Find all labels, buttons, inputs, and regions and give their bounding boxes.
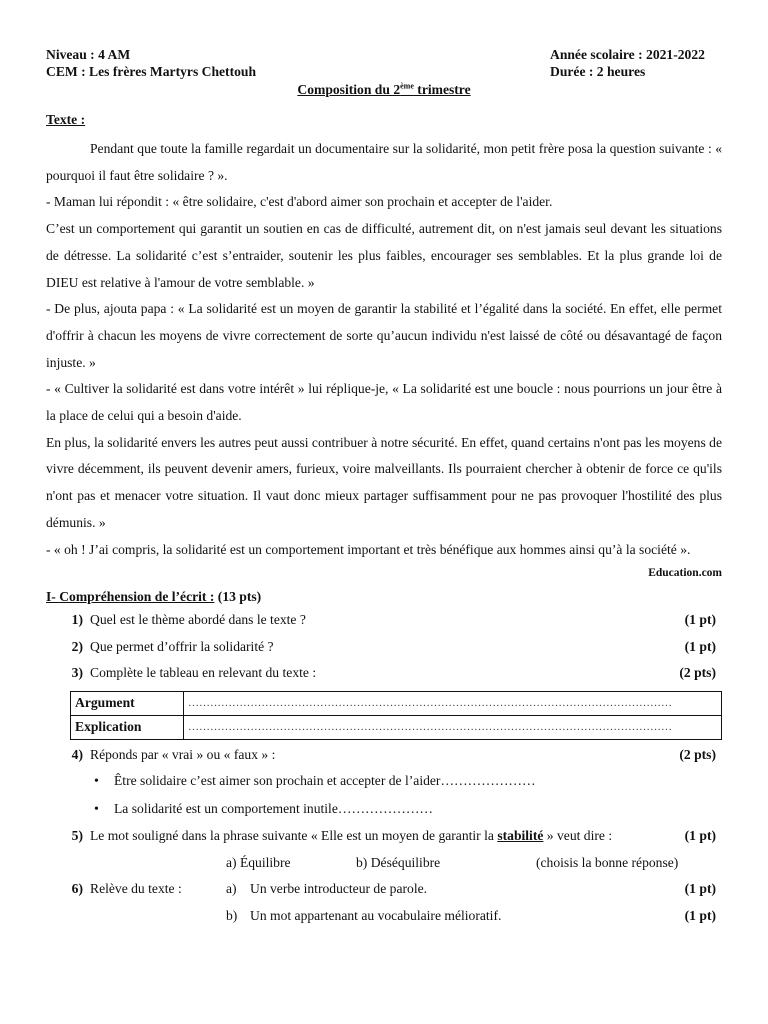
question-points: (1 pt): [684, 612, 716, 628]
explanation-label: Explication: [71, 715, 184, 739]
text-paragraph: - « oh ! J’ai compris, la solidarité est un comportement important et très bénéfique aux hommes ainsi qu’à la société ».: [46, 541, 691, 557]
question-3: [46, 660, 722, 687]
question-text: Que permet d’offrir la solidarité ?: [90, 638, 274, 654]
question-text-after: » veut dire :: [543, 828, 613, 844]
question-number: 3): [71, 665, 83, 681]
question-number: 2): [71, 638, 83, 654]
part1-points: (13 pts): [214, 589, 262, 605]
list-item: [46, 796, 722, 824]
part1-title: I- Compréhension de l’écrit :: [46, 589, 215, 605]
question-number: 4): [71, 746, 83, 762]
option-a[interactable]: a) Équilibre: [226, 854, 291, 870]
question-points: (1 pt): [684, 828, 716, 844]
bullet-icon: •: [94, 801, 99, 817]
question-text: Complète le tableau en relevant du texte :: [90, 665, 317, 681]
sub-question-letter: a): [226, 881, 237, 897]
question-5-options: [46, 850, 722, 877]
text-body: [46, 136, 722, 563]
list-item: [46, 768, 722, 796]
question-text: Quel est le thème abordé dans le texte ?: [90, 612, 306, 628]
level-label: Niveau : 4 AM: [46, 47, 131, 62]
question-text: Réponds par « vrai » ou « faux » :: [90, 746, 276, 762]
title-superscript: ème: [400, 81, 414, 91]
text-paragraph: - De plus, ajouta papa : « La solidarité est un moyen de garantir la stabilité et l’égalité dans la société. En effet, elle permet d'offrir à chacun les moyens de vivre correctement de sorte qu’aucun individu n'est laissé de côté ou désavantagé de façon injuste. »: [46, 301, 722, 370]
question-5: [46, 823, 722, 850]
text-paragraph: Pendant que toute la famille regardait un documentaire sur la solidarité, mon petit frère posa la question suivante : « pourquoi il faut être solidaire ? ».: [46, 141, 722, 183]
question-points: (1 pt): [684, 907, 716, 923]
argument-answer-field[interactable]: ……………………………………………………………………………………………………………………: [184, 691, 722, 715]
question-number: 5): [71, 828, 83, 844]
underlined-word: stabilité: [497, 828, 544, 844]
question-points: (1 pt): [684, 638, 716, 654]
question-points: (2 pts): [679, 665, 716, 681]
table-row: [71, 691, 722, 715]
statement-text: Être solidaire c’est aimer son prochain et accepter de l’aider…………………: [114, 773, 536, 789]
question-4: [46, 742, 722, 769]
part1-heading: [46, 587, 722, 607]
school-label: CEM : Les frères Martyrs Chettouh: [46, 64, 257, 79]
text-paragraph: En plus, la solidarité envers les autres peut aussi contribuer à notre sécurité. En effet, quand certains n'ont pas les moyens de vivre décemment, ils peuvent devenir amers, furieux, voire malveillants. Ils pourraient chercher à obtenir de force ce qu'ils n'ont pas et menacer votre situation. Il vaut donc mieux partager suffisamment pour ne pas provoquer l'hostilité des plus démunis. »: [46, 434, 722, 530]
bullet-icon: •: [94, 774, 99, 790]
question-number: 1): [71, 612, 83, 628]
question-text: Relève du texte :: [90, 881, 182, 897]
sub-question-text: Un verbe introducteur de parole.: [250, 881, 428, 897]
table-row: [71, 715, 722, 739]
question-1: [46, 607, 722, 634]
statement-text: La solidarité est un comportement inutile…………………: [114, 800, 434, 816]
text-heading: Texte :: [46, 112, 86, 127]
option-b[interactable]: b) Déséquilibre: [356, 854, 441, 870]
question-6: [46, 876, 722, 903]
question-points: (1 pt): [684, 881, 716, 897]
title-suffix: trimestre: [413, 82, 471, 97]
duration-label: Durée : 2 heures: [550, 64, 646, 79]
sub-question-text: Un mot appartenant au vocabulaire mélioratif.: [250, 907, 502, 923]
question-2: [46, 634, 722, 661]
question-6b: [46, 903, 722, 930]
exam-title: [46, 80, 722, 100]
explanation-answer-field[interactable]: ……………………………………………………………………………………………………………………: [184, 715, 722, 739]
header-row-1: [46, 46, 722, 63]
text-paragraph: C’est un comportement qui garantit un soutien en cas de difficulté, autrement dit, on n'est jamais seul devant les situations de détresse. La solidarité c’est s’entraider, soutenir les plus faibles, encourager ses semblables. Et la plus grande loi de DIEU est relative à l'amour de votre semblable. »: [46, 221, 722, 290]
question-lead: [46, 876, 226, 903]
text-paragraph: - Maman lui répondit : « être solidaire, c'est d'abord aimer son prochain et accepter de l'aider.: [46, 194, 553, 210]
header-row-2: [46, 63, 722, 80]
answer-table: [70, 691, 722, 740]
question-text-before: Le mot souligné dans la phrase suivante « Elle est un moyen de garantir la: [90, 828, 498, 844]
options-instruction: (choisis la bonne réponse): [536, 854, 679, 870]
text-paragraph: - « Cultiver la solidarité est dans votre intérêt » lui réplique-je, « La solidarité est une boucle : nous pourrions un jour être à la place de celui qui a besoin d'aide.: [46, 381, 722, 424]
text-source: Education.com: [648, 567, 722, 580]
sub-question-letter: b): [226, 907, 238, 923]
question-points: (2 pts): [679, 746, 716, 762]
title-prefix: Composition du 2: [297, 82, 401, 97]
question-text: [90, 823, 656, 850]
question-number: 6): [71, 881, 83, 897]
school-year-label: Année scolaire : 2021-2022: [550, 47, 705, 62]
argument-label: Argument: [71, 691, 184, 715]
